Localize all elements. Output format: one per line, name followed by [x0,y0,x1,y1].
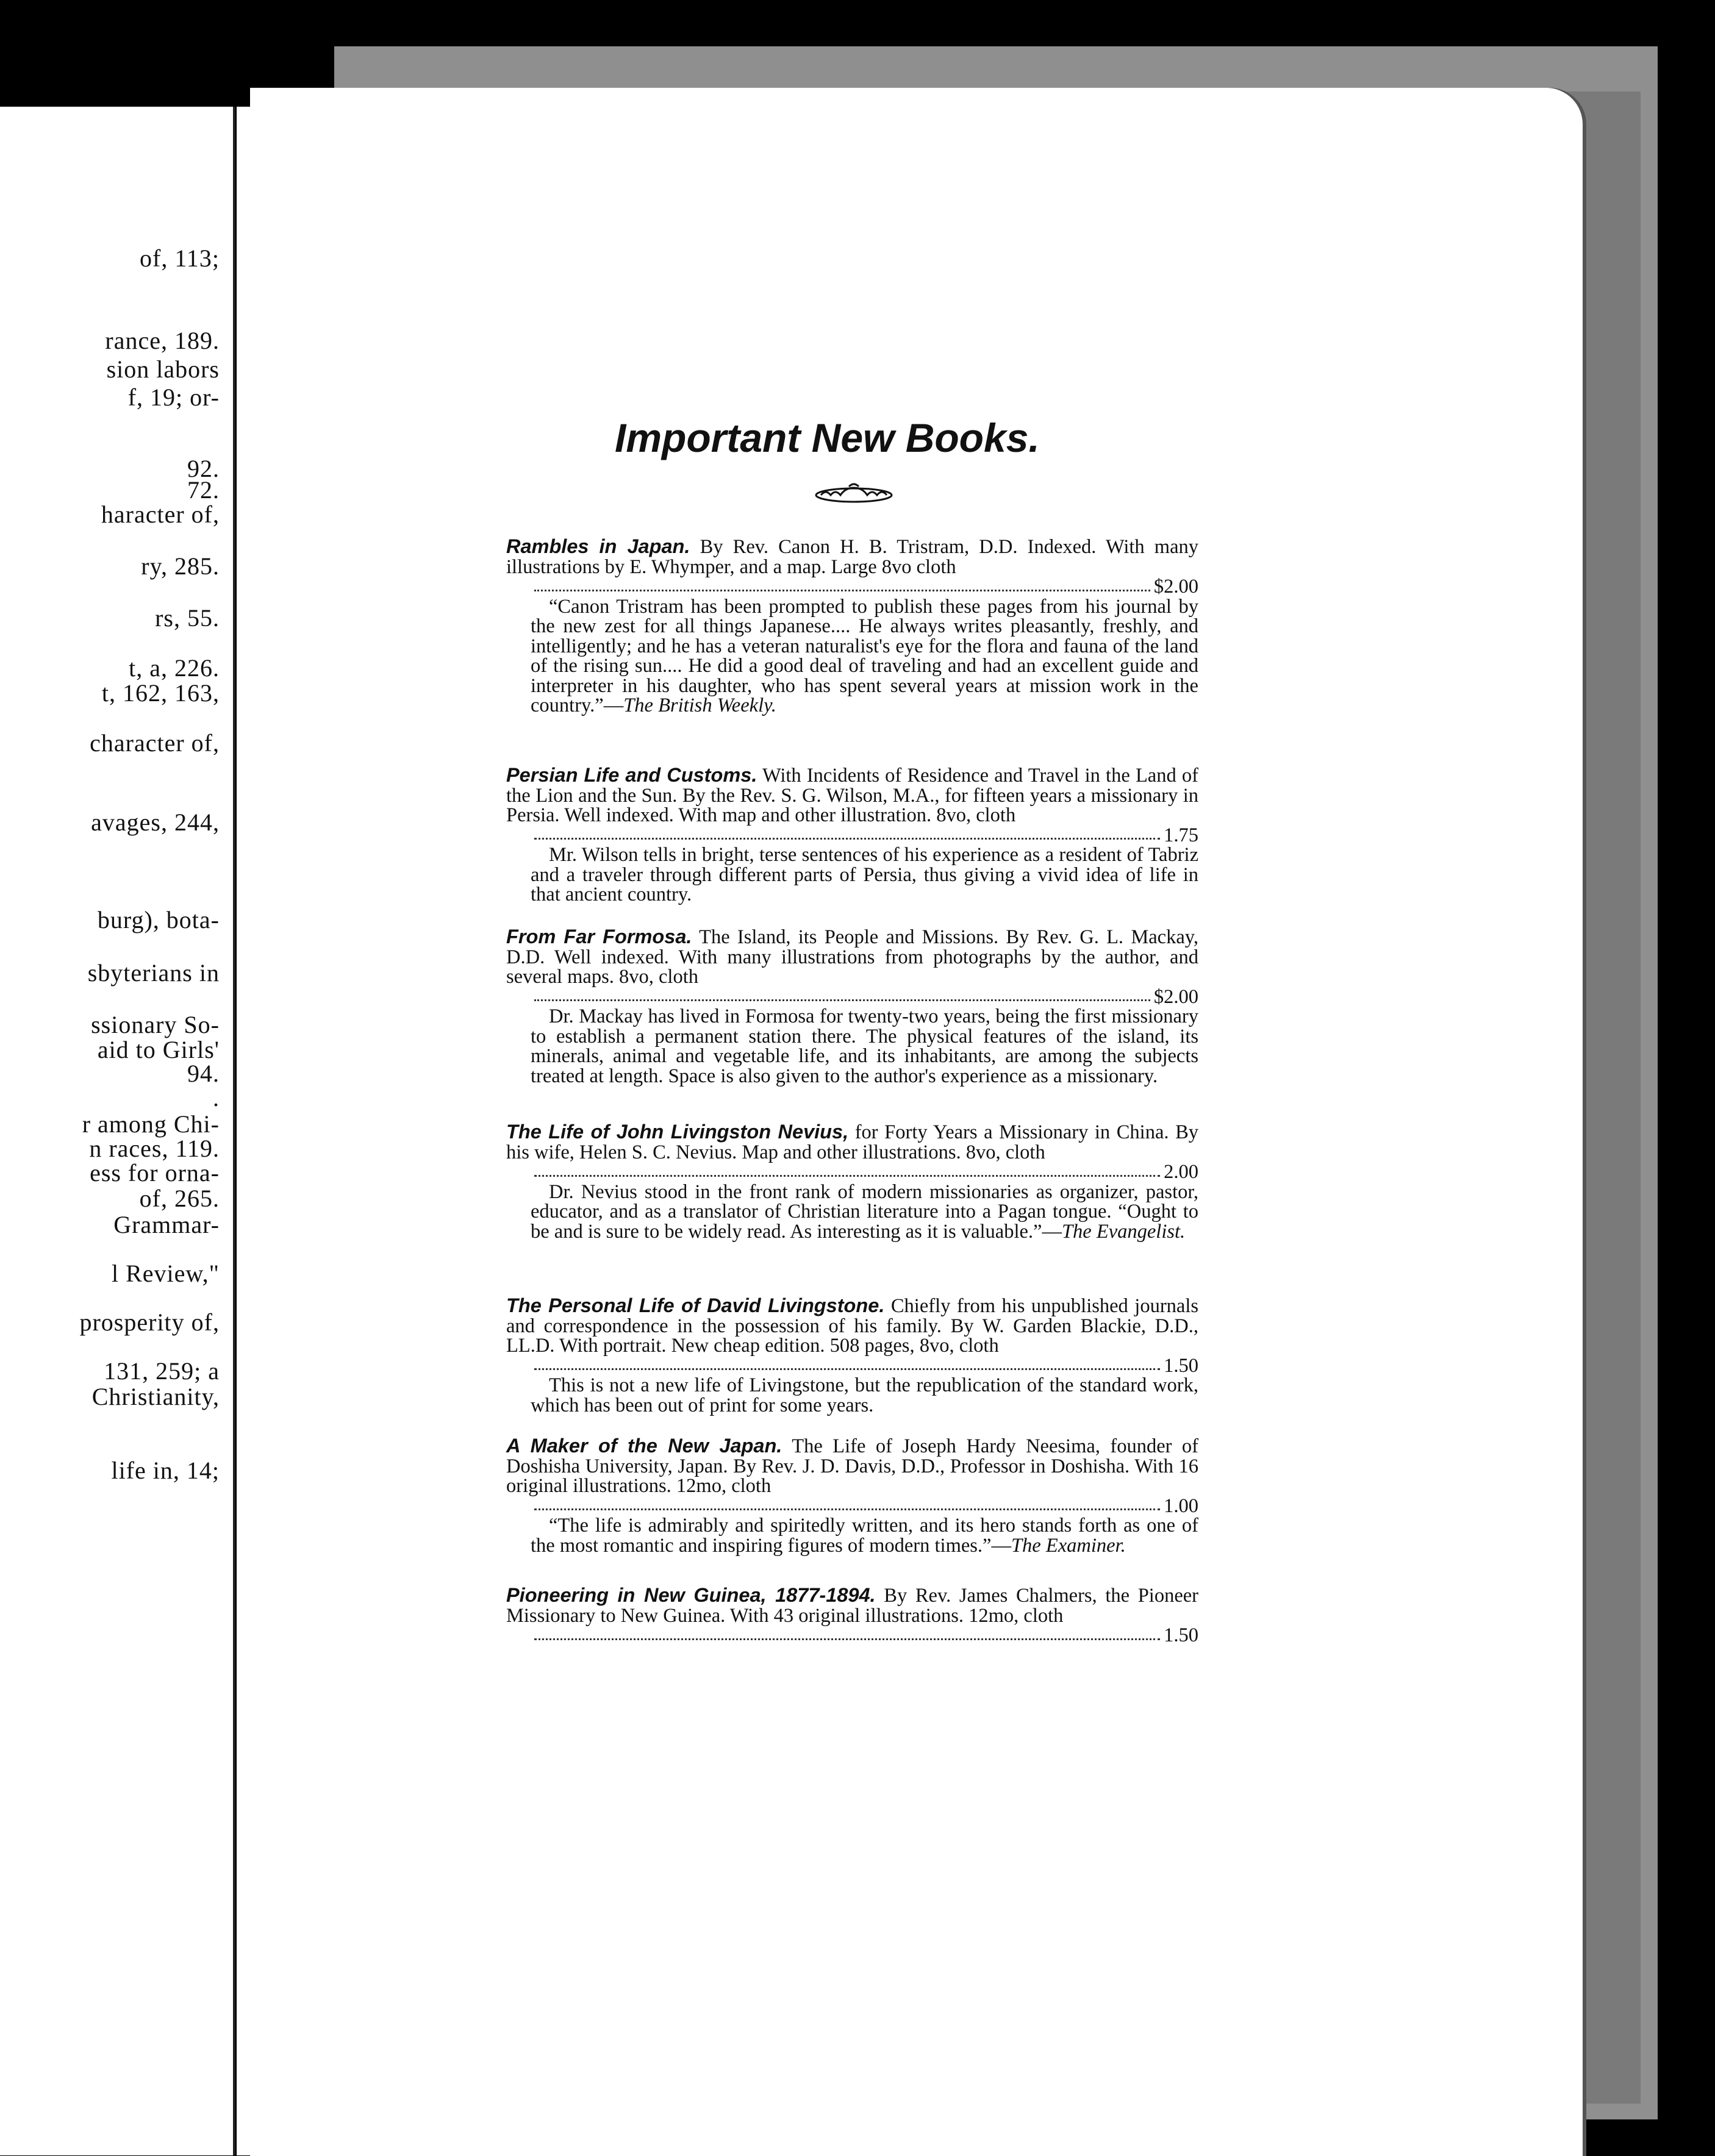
book-listing-entry [506,1122,1198,1162]
book-listing-entry [506,765,1198,826]
dot-leader [534,987,1150,1002]
left-index-line: sbyterians in [87,959,220,987]
book-description: for Forty Years a Missionary in China. By his wife, Helen S. C. Nevius. Map and other illustrations. 8vo, cloth [506,1121,1198,1163]
book-price: $2.00 [1153,576,1198,598]
left-index-line: 92. [187,455,220,482]
left-index-line: 131, 259; a [104,1357,220,1385]
price-line [506,1356,1198,1376]
left-index-line: aid to Girls' [97,1036,220,1063]
book-listing [506,1122,1198,1241]
book-description: By Rev. James Chalmers, the Pioneer Missionary to New Guinea. With 43 original illustrations. 12mo, cloth [506,1585,1198,1627]
book-listing [506,1585,1198,1646]
left-index-line: 72. [187,476,220,504]
book-description: With Incidents of Residence and Travel in the Land of the Lion and the Sun. By the Rev. S. G. Wilson, M.A., for fifteen years a missionary in Persia. Well indexed. With map and other illustration. 8vo, cloth [506,765,1199,826]
book-description: The Life of Joseph Hardy Neesima, founder of Doshisha University, Japan. By Rev. J. D. Davis, D.D., Professor in Doshisha. With 16 original illustrations. 12mo, cloth [506,1435,1198,1497]
book-review [506,845,1198,905]
left-index-line: of, 265. [139,1185,220,1212]
price-line [506,1162,1198,1182]
book-title: Pioneering in New Guinea, 1877-1894. [506,1584,876,1606]
review-text: “Canon Tristram has been prompted to publish these pages from his journal by the new zest for all things Japanese.... He always writes pleasantly, freshly, and intelligently; and he has a veteran naturalist's eye for the flora and fauna of the land of the rising sun.... He did a good deal of traveling and had an excellent guide and interpreter in his daughter, who has spent several years at mission work in the country.”— [531,595,1198,716]
book-listing [506,927,1198,1086]
book-title: Persian Life and Customs. [506,764,757,786]
price-line [506,987,1198,1007]
review-source: The Examiner. [1011,1534,1126,1557]
book-listing [506,537,1198,716]
book-price: 1.50 [1164,1354,1198,1377]
left-index-line: f, 19; or- [127,384,220,411]
review-text: Dr. Nevius stood in the front rank of modern missionaries as organizer, pastor, educator, and as a translator of Christian literature into a Pagan tongue. “Ought to be and is sure to be widely read. As interesting as it is valuable.”— [531,1180,1198,1243]
dot-leader [534,1356,1160,1371]
book-title: Rambles in Japan. [506,535,690,557]
dot-leader [534,1626,1160,1640]
left-index-line: n races, 119. [89,1135,220,1162]
review-text: Mr. Wilson tells in bright, terse sentences of his experience as a resident of Tabriz and a traveler through different parts of Persia, thus giving a vivid idea of life in that ancient country. [531,844,1198,905]
left-index-line: r among Chi- [82,1110,220,1138]
page-title: Important New Books. [615,415,1040,460]
book-title: A Maker of the New Japan. [506,1435,782,1457]
book-description: Chiefly from his unpublished journals and correspondence in the possession of his family. By W. Garden Blackie, D.D., LL.D. With portrait. New cheap edition. 508 pages, 8vo, cloth [506,1295,1198,1357]
left-index-line: t, 162, 163, [101,679,220,707]
left-index-line: haracter of, [101,501,220,528]
book-price: $2.00 [1153,985,1198,1008]
left-index-line: l Review," [111,1260,220,1287]
left-index-line: rance, 189. [105,327,220,354]
left-index-line: avages, 244, [91,809,220,836]
book-description: The Island, its People and Missions. By Rev. G. L. Mackay, D.D. Well indexed. With many illustrations from photographs by the author, and several maps. 8vo, cloth [506,926,1199,988]
book-listing [506,1296,1198,1415]
dot-leader [534,577,1150,591]
left-index-line: of, 113; [140,245,220,272]
book-listing-entry [506,537,1198,577]
review-source: The British Weekly. [623,694,776,716]
page-gutter [237,107,250,2155]
left-index-line: . [213,1084,220,1112]
left-index-line: character of, [90,729,220,757]
book-title: From Far Formosa. [506,926,692,948]
book-review [506,597,1198,716]
price-line [506,826,1198,846]
price-line [506,1496,1198,1516]
book-description: By Rev. Canon H. B. Tristram, D.D. Indexed. With many illustrations by E. Whymper, and a map. Large 8vo cloth [506,536,1199,578]
dot-leader [534,1496,1160,1511]
left-facing-page [0,107,235,2155]
book-title: The Personal Life of David Livingstone. [506,1294,885,1316]
book-review [506,1376,1198,1415]
price-line [506,577,1198,597]
review-text: “The life is admirably and spiritedly written, and its hero stands forth as one of the most romantic and inspiring figures of modern times.”— [531,1515,1198,1557]
book-price: 1.00 [1164,1494,1198,1517]
book-price: 1.50 [1164,1624,1198,1646]
book-review [506,1182,1198,1242]
left-index-line: Grammar- [113,1211,220,1238]
book-listing [506,765,1198,905]
book-listing-entry [506,1585,1198,1626]
left-index-line: life in, 14; [111,1457,220,1484]
book-title: The Life of John Livingston Nevius, [506,1121,849,1143]
book-listing [506,1436,1198,1555]
left-index-line: ssionary So- [91,1011,220,1038]
dot-leader [534,826,1160,840]
ornament-divider-icon [811,482,897,505]
left-index-line: ess for orna- [90,1159,220,1187]
review-source: The Evangelist. [1061,1220,1186,1243]
dot-leader [534,1162,1160,1177]
left-index-line: Christianity, [91,1383,220,1410]
book-listing-entry [506,1436,1198,1496]
book-review [506,1516,1198,1555]
left-index-line: burg), bota- [97,906,220,933]
left-page-index-text [0,107,233,2155]
book-listing-entry [506,1296,1198,1356]
left-index-line: 94. [187,1060,220,1087]
book-listing-entry [506,927,1198,987]
book-price: 1.75 [1164,824,1198,846]
book-price: 2.00 [1164,1161,1198,1183]
left-index-line: sion labors [106,355,220,383]
left-index-line: prosperity of, [79,1308,220,1336]
review-text: This is not a new life of Livingstone, but the republication of the standard work, which has been out of print for some years. [531,1374,1198,1416]
review-text: Dr. Mackay has lived in Formosa for twenty-two years, being the first missionary to establish a permanent station there. The physical features of the island, its minerals, animal and vegetable life, and its inhabitants, are among the subjects treated at length. Space is also given to the author's experience as a missionary. [531,1005,1198,1087]
left-index-line: rs, 55. [155,604,220,632]
left-index-line: ry, 285. [141,552,220,580]
price-line [506,1626,1198,1646]
book-review [506,1007,1198,1086]
left-index-line: t, a, 226. [129,654,220,682]
